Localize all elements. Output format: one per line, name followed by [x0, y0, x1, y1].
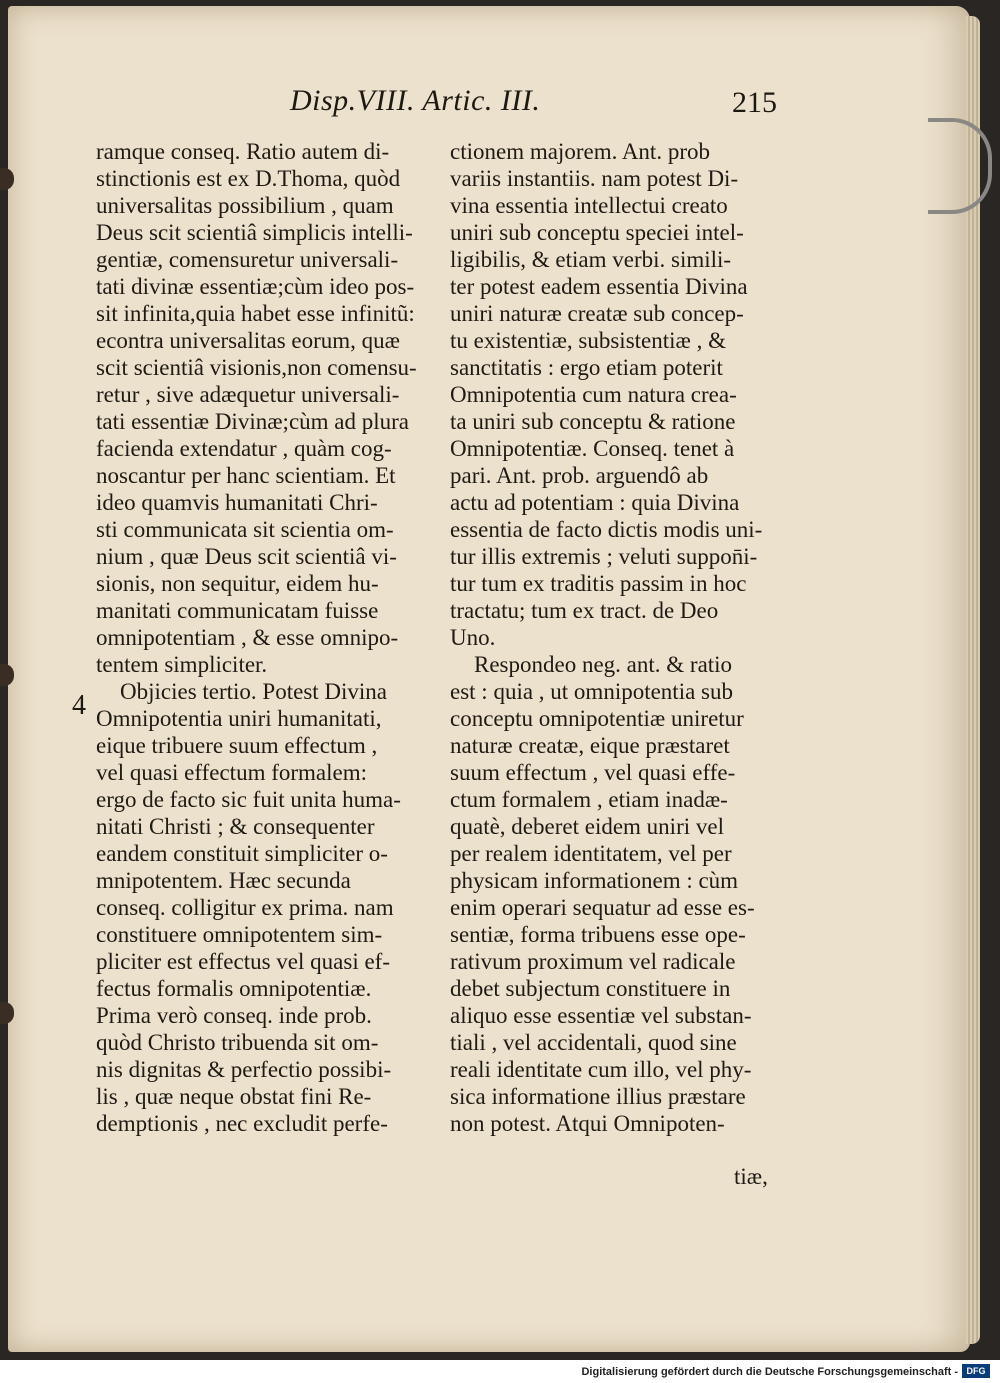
text-line: Omnipotentia uniri humanitati, [96, 706, 382, 731]
text-line: ergo de facto sic fuit unita huma- [96, 787, 401, 812]
text-line: sit infinita,quia habet esse infinitũ: [96, 301, 415, 326]
text-line: Prima verò conseq. inde prob. [96, 1003, 372, 1028]
text-line: essentia de facto dictis modis uni- [450, 517, 763, 542]
clip-marker [928, 118, 992, 214]
text-line: est : quia , ut omnipotentia sub [450, 679, 733, 704]
text-line: lis , quæ neque obstat fini Re- [96, 1084, 372, 1109]
text-line: nis dignitas & perfectio possibi- [96, 1057, 392, 1082]
text-line: Objicies tertio. Potest Divina [120, 679, 388, 704]
text-line: nitati Christi ; & consequenter [96, 814, 375, 839]
text-line: Omnipotentiæ. Conseq. tenet à [450, 436, 735, 461]
left-column [96, 138, 434, 1137]
text-line: omnipotentiam , & esse omnipo- [96, 625, 399, 650]
text-line: vina essentia intellectui creato [450, 193, 728, 218]
text-line: tati divinæ essentiæ;cùm ideo pos- [96, 274, 415, 299]
text-line: ctionem majorem. Ant. prob [450, 139, 710, 164]
dfg-logo-icon: DFG [962, 1364, 990, 1378]
text-line: Respondeo neg. ant. & ratio [474, 652, 733, 677]
text-line: tractatu; tum ex tract. de Deo [450, 598, 719, 623]
text-line: tur illis extremis ; veluti suppon̄i- [450, 544, 758, 569]
text-line: naturæ creatæ, eique præstaret [450, 733, 730, 758]
right-column [450, 138, 780, 1137]
text-line: actu ad potentiam : quia Divina [450, 490, 740, 515]
footer-credit: Digitalisierung gefördert durch die Deutsche Forschungsgemeinschaft - [581, 1366, 958, 1378]
text-line: conseq. colligitur ex prima. nam [96, 895, 394, 920]
text-line: scit scientiâ visionis,non comensu- [96, 355, 417, 380]
running-head: Disp.VIII. Artic. III. [290, 84, 541, 117]
page-edges [966, 16, 980, 1344]
text-line: uniri sub conceptu speciei intel- [450, 220, 744, 245]
text-line: demptionis , nec excludit perfe- [96, 1111, 388, 1136]
text-line: sti communicata sit scientia om- [96, 517, 394, 542]
text-line: eique tribuere suum effectum , [96, 733, 378, 758]
text-line: conceptu omnipotentiæ uniretur [450, 706, 744, 731]
text-line: variis instantiis. nam potest Di- [450, 166, 739, 191]
text-line: pliciter est effectus vel quasi ef- [96, 949, 390, 974]
text-line: physicam informationem : cùm [450, 868, 739, 893]
text-line: tati essentiæ Divinæ;cùm ad plura [96, 409, 410, 434]
text-line: debet subjectum constituere in [450, 976, 731, 1001]
text-line: mnipotentem. Hæc secunda [96, 868, 351, 893]
text-line: constituere omnipotentem sim- [96, 922, 383, 947]
text-line: ligibilis, & etiam verbi. simili- [450, 247, 732, 272]
text-line: sanctitatis : ergo etiam poterit [450, 355, 723, 380]
margin-note: 4 [72, 690, 86, 721]
text-line: facienda extendatur , quàm cog- [96, 436, 392, 461]
text-line: vel quasi effectum formalem: [96, 760, 368, 785]
text-line: quòd Christo tribuenda sit om- [96, 1030, 379, 1055]
text-line: nium , quæ Deus scit scientiâ vi- [96, 544, 397, 569]
text-line: Omnipotentia cum natura crea- [450, 382, 737, 407]
text-line: fectus formalis omnipotentiæ. [96, 976, 372, 1001]
text-line: eandem constituit simpliciter o- [96, 841, 388, 866]
catchword: tiæ, [734, 1164, 768, 1189]
text-line: tur tum ex traditis passim in hoc [450, 571, 747, 596]
text-line: tu existentiæ, subsistentiæ , & [450, 328, 727, 353]
text-line: ctum formalem , etiam inadæ- [450, 787, 728, 812]
text-line: enim operari sequatur ad esse es- [450, 895, 755, 920]
text-line: sentiæ, forma tribuens esse ope- [450, 922, 746, 947]
text-line: non potest. Atqui Omnipoten- [450, 1111, 725, 1136]
text-line: uniri naturæ creatæ sub concep- [450, 301, 744, 326]
text-line: Deus scit scientiâ simplicis intelli- [96, 220, 413, 245]
text-line: per realem identitatem, vel per [450, 841, 732, 866]
text-line: ideo quamvis humanitati Chri- [96, 490, 378, 515]
text-line: gentiæ, comensuretur universali- [96, 247, 399, 272]
text-line: rativum proximum vel radicale [450, 949, 736, 974]
text-line: ter potest eadem essentia Divina [450, 274, 748, 299]
text-line: quatè, deberet eidem uniri vel [450, 814, 724, 839]
text-line: sica informatione illius præstare [450, 1084, 746, 1109]
text-line: econtra universalitas eorum, quæ [96, 328, 401, 353]
text-line: manitati communicatam fuisse [96, 598, 379, 623]
text-line: noscantur per hanc scientiam. Et [96, 463, 396, 488]
text-line: tiali , vel accidentali, quod sine [450, 1030, 737, 1055]
text-line: suum effectum , vel quasi effe- [450, 760, 736, 785]
text-line: sionis, non sequitur, eidem hu- [96, 571, 379, 596]
text-line: stinctionis est ex D.Thoma, quòd [96, 166, 401, 191]
text-line: pari. Ant. prob. arguendô ab [450, 463, 709, 488]
text-line: Uno. [450, 625, 496, 650]
page-number: 215 [732, 86, 777, 119]
text-line: reali identitate cum illo, vel phy- [450, 1057, 752, 1082]
text-line: ramque conseq. Ratio autem di- [96, 139, 390, 164]
text-line: retur , sive adæquetur universali- [96, 382, 400, 407]
text-line: ta uniri sub conceptu & ratione [450, 409, 736, 434]
text-line: universalitas possibilium , quam [96, 193, 394, 218]
text-line: tentem simpliciter. [96, 652, 268, 677]
text-line: aliquo esse essentiæ vel substan- [450, 1003, 752, 1028]
